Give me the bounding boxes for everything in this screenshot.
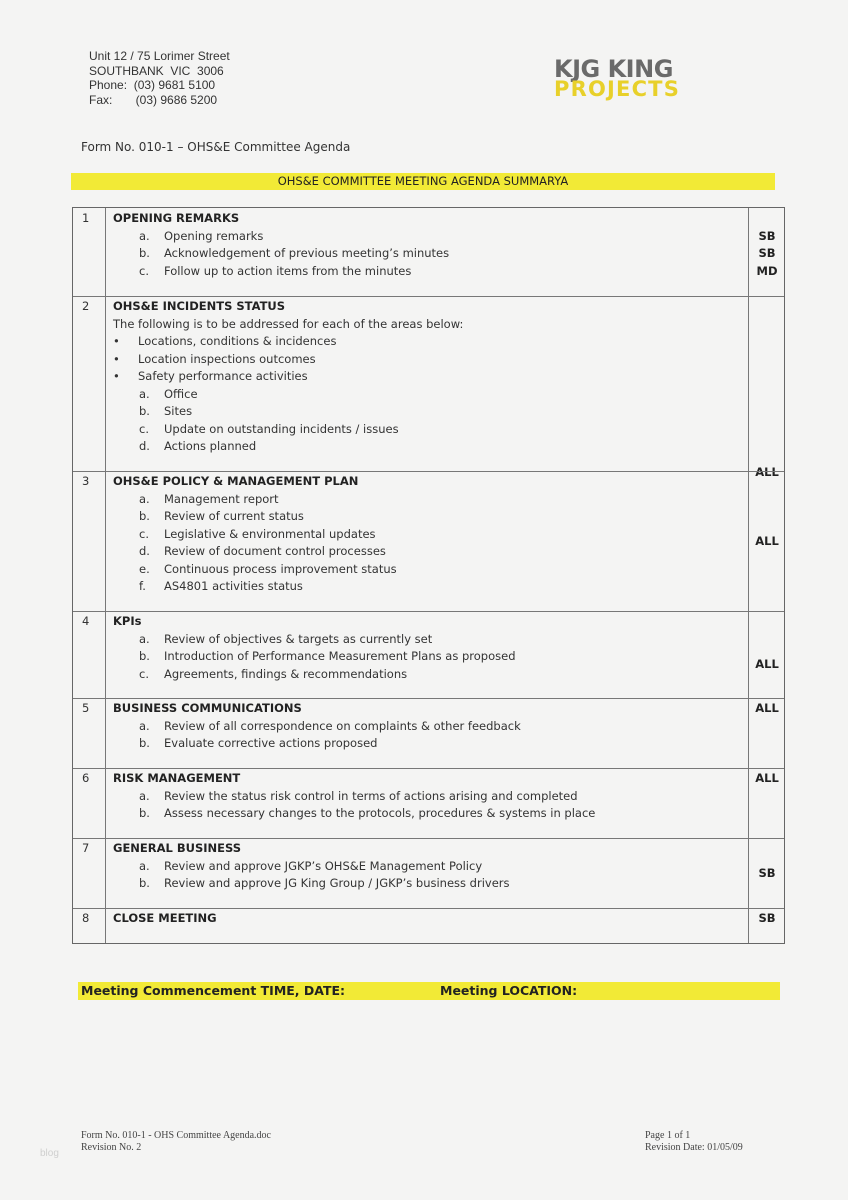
section-title: OHS&E POLICY & MANAGEMENT PLAN [113,474,359,488]
agenda-item: Evaluate corrective actions proposed [164,736,378,750]
agenda-item: Update on outstanding incidents / issues [164,421,399,436]
agenda-item: Location inspections outcomes [138,351,316,366]
agenda-item: Review the status risk control in terms of actions arising and completed [164,788,578,803]
item-letter: a. [139,718,150,733]
item-letter: f. [139,579,146,593]
item-letter: b. [139,246,150,260]
footer-right [645,1130,743,1154]
section-owner: ALL [755,465,779,479]
item-letter: c. [139,526,149,541]
section-title: OHS&E INCIDENTS STATUS [113,299,286,313]
address-phone: Phone: (03) 9681 5100 [89,78,216,92]
item-letter: c. [139,666,149,681]
item-owner: SB [758,246,776,260]
bullet-marker: • [113,334,120,348]
logo-bottom-text: PROJECTS [554,77,681,101]
meeting-time-date-label: Meeting Commencement TIME, DATE: [81,983,346,998]
agenda-section [73,698,784,768]
item-letter: b. [139,806,150,820]
agenda-item: Sites [164,404,193,418]
agenda-section [73,838,784,908]
section-owner: SB [758,866,776,880]
section-number: 2 [82,299,90,313]
agenda-item: Opening remarks [164,228,264,243]
bullet-marker: • [113,369,120,383]
agenda-item: Management report [164,491,279,506]
agenda-section [73,296,784,479]
agenda-item: Review of current status [164,509,304,523]
bullet-marker: • [113,351,120,366]
jg-king-projects-logo [554,55,734,101]
footer-left [81,1130,271,1154]
agenda-item: Actions planned [164,439,257,453]
company-address [89,49,230,107]
address-suburb: SOUTHBANK VIC 3006 [89,63,224,78]
agenda-title: OHS&E COMMITTEE MEETING AGENDA SUMMARYA [277,174,569,188]
footer-file-name: Form No. 010-1 - OHS Committee Agenda.doc [81,1130,271,1141]
section-number: 1 [82,211,90,225]
agenda-item: Introduction of Performance Measurement Plans as proposed [164,649,516,663]
footer-page-number: Page 1 of 1 [645,1130,691,1141]
agenda-section [73,471,784,611]
meeting-location-label: Meeting LOCATION: [440,983,578,998]
agenda-item: Follow up to action items from the minutes [164,263,412,278]
agenda-section [73,208,784,296]
agenda-item: Review of all correspondence on complaints & other feedback [164,718,521,733]
section-number: 6 [82,771,90,785]
agenda-section [73,908,784,945]
section-number: 5 [82,701,90,715]
item-owner: SB [758,228,776,243]
address-fax: Fax: (03) 9686 5200 [89,92,218,107]
agenda-item: Legislative & environmental updates [164,526,376,541]
item-letter: a. [139,228,150,243]
item-letter: a. [139,858,150,873]
agenda-item: Agreements, findings & recommendations [164,666,408,681]
item-owner: MD [756,263,778,278]
section-title: GENERAL BUSINESS [113,841,242,855]
item-letter: c. [139,421,149,436]
meeting-details-bar [78,982,780,1000]
section-title: RISK MANAGEMENT [113,771,241,785]
logo-top-text: KJG KING [554,55,673,83]
agenda-item: AS4801 activities status [164,579,303,593]
section-intro: The following is to be addressed for each of the areas below: [113,316,464,331]
section-owner: ALL [755,701,779,715]
section-number: 3 [82,474,90,488]
agenda-item: Continuous process improvement status [164,561,397,576]
agenda-section [73,768,784,838]
agenda-item: Office [164,386,198,401]
section-title: OPENING REMARKS [113,211,240,225]
item-letter: a. [139,631,150,646]
agenda-item: Assess necessary changes to the protocols, procedures & systems in place [164,806,596,820]
item-letter: b. [139,736,150,750]
section-owner: ALL [755,534,779,548]
item-letter: b. [139,649,150,663]
section-owner: ALL [755,771,779,785]
item-letter: a. [139,386,150,401]
item-letter: c. [139,263,149,278]
section-number: 4 [82,614,90,628]
item-letter: a. [139,491,150,506]
section-number: 8 [82,911,90,925]
section-owner: SB [758,911,776,925]
agenda-item: Review and approve JG King Group / JGKP’s business drivers [164,876,510,890]
section-title: KPIs [113,614,142,628]
item-letter: b. [139,509,150,523]
agenda-item: Acknowledgement of previous meeting’s minutes [164,246,450,260]
agenda-item: Review of document control processes [164,544,386,558]
agenda-item: Review and approve JGKP’s OHS&E Management Policy [164,858,483,873]
item-letter: d. [139,544,150,558]
item-letter: a. [139,788,150,803]
item-letter: e. [139,561,150,576]
item-letter: d. [139,439,150,453]
address-street: Unit 12 / 75 Lorimer Street [89,49,230,63]
agenda-item: Safety performance activities [138,369,308,383]
agenda-item: Review of objectives & targets as currently set [164,631,433,646]
agenda-table [72,207,785,944]
item-letter: b. [139,876,150,890]
watermark-text: blog [40,1148,59,1159]
agenda-item: Locations, conditions & incidences [138,334,337,348]
section-number: 7 [82,841,90,855]
agenda-section [73,611,784,698]
agenda-title-bar [71,173,775,190]
footer-revision-number: Revision No. 2 [81,1142,142,1153]
form-title: Form No. 010-1 – OHS&E Committee Agenda [81,140,351,154]
footer-revision-date: Revision Date: 01/05/09 [645,1142,743,1153]
item-letter: b. [139,404,150,418]
section-title: BUSINESS COMMUNICATIONS [113,701,302,715]
section-title: CLOSE MEETING [113,911,217,925]
section-owner: ALL [755,657,779,671]
